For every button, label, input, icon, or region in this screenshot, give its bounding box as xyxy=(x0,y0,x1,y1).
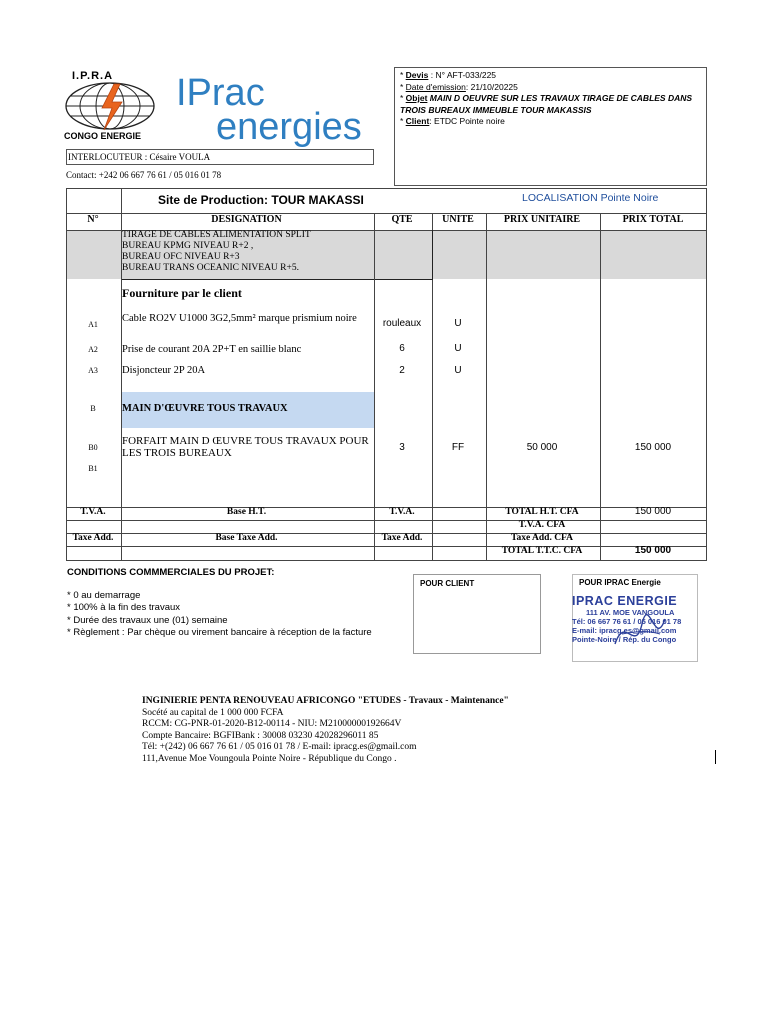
signature-scribble-icon xyxy=(610,604,670,660)
client-signature-box xyxy=(413,574,541,654)
contact-field: Contact: +242 06 667 76 61 / 05 016 01 78 xyxy=(66,170,222,180)
condition-item: * Durée des travaux une (01) semaine xyxy=(67,614,228,626)
date-label: Date d'emission xyxy=(405,81,466,92)
date-line: * Date d'emission: 21/10/20225 xyxy=(400,81,518,92)
stamp-city: Pointe-Noire / Rép. du Congo xyxy=(572,635,677,644)
header-designation: DESIGNATION xyxy=(211,214,282,225)
base-taxe-add-label: Base Taxe Add. xyxy=(215,533,278,543)
conditions-block xyxy=(67,567,372,640)
header-prix-total: PRIX TOTAL xyxy=(622,214,684,225)
row-unite: U xyxy=(454,318,462,329)
taxe-add-label: Taxe Add. xyxy=(72,533,114,543)
interlocuteur-field: INTERLOCUTEUR : Césaire VOULA xyxy=(66,149,374,165)
stamp-address: 111 AV. MOE VANGOULA xyxy=(586,608,675,617)
objet-label: Objet xyxy=(405,93,428,103)
taxe-add-cfa-label: Taxe Add. CFA xyxy=(510,533,574,543)
row-no: B1 xyxy=(88,464,98,473)
intro-block xyxy=(122,230,311,274)
total-ttc-value: 150 000 xyxy=(634,545,672,556)
forfait-designation: FORFAIT MAIN D ŒUVRE TOUS TRAVAUX POUR LES TROIS BUREAUX xyxy=(122,435,369,459)
conditions-title: CONDITIONS COMMMERCIALES DU PROJET: xyxy=(67,567,275,578)
row-no: A3 xyxy=(88,366,98,375)
footer-line: Tél: +(242) 06 667 76 61 / 05 016 01 78 / E-mail: ipracg.es@gmail.com xyxy=(142,742,417,752)
row-qte: 2 xyxy=(399,365,405,376)
logo-subtitle: CONGO ENERGIE xyxy=(64,131,142,141)
row-no: B xyxy=(90,404,96,413)
client-line: * Client: ETDC Pointe noire xyxy=(400,116,505,126)
footer-line: INGINIERIE PENTA RENOUVEAU AFRICONGO "ETUDES - Travaux - Maintenance" xyxy=(142,696,509,706)
intro-line: BUREAU OFC NIVEAU R+3 xyxy=(122,252,240,262)
taxe-add-label-2: Taxe Add. xyxy=(381,533,423,543)
forfait-unite: FF xyxy=(451,442,465,453)
tva-label: T.V.A. xyxy=(80,507,106,517)
date-value: : 21/10/20225 xyxy=(465,81,518,92)
row-designation: Prise de courant 20A 2P+T en saillie blanc xyxy=(122,344,302,355)
footer-line: 111,Avenue Moe Voungoula Pointe Noire - République du Congo . xyxy=(142,753,397,764)
footer-line: Compte Bancaire: BGFIBank : 30008 03230 42028296011 85 xyxy=(142,730,379,741)
header-no: N° xyxy=(87,214,99,225)
forfait-qte: 3 xyxy=(399,442,405,453)
forfait-prix-total: 150 000 xyxy=(634,442,672,453)
row-designation: Cable RO2V U1000 3G2,5mm² marque prismium noire xyxy=(122,313,357,324)
row-no: B0 xyxy=(88,443,98,452)
ipra-logo xyxy=(62,70,172,148)
condition-item: * Règlement : Par chèque ou virement bancaire à réception de la facture xyxy=(67,627,372,638)
tva-label-2: T.V.A. xyxy=(389,507,415,517)
company-footer xyxy=(142,696,509,765)
localisation: LOCALISATION Pointe Noire xyxy=(522,192,659,204)
header-unite: UNITE xyxy=(442,214,474,225)
stamp-title: IPRAC ENERGIE xyxy=(572,594,678,608)
footer-line: Socété au capital de 1 000 000 FCFA xyxy=(142,707,284,718)
base-ht-label: Base H.T. xyxy=(226,507,267,517)
devis-line: * Devis : N° AFT-033/225 xyxy=(400,70,497,80)
intro-line: TIRAGE DE CABLES ALIMENTATION SPLIT xyxy=(122,230,311,240)
intro-line: BUREAU KPMG NIVEAU R+2 , xyxy=(122,241,254,251)
client-label: Client xyxy=(405,116,430,126)
total-ht-label: TOTAL H.T. CFA xyxy=(505,507,579,517)
objet-value: MAIN D OEUVRE SUR LES TRAVAUX TIRAGE DE CABLES DANS TROIS BUREAUX IMMEUBLE TOUR MAKASSIS xyxy=(400,93,693,115)
brand-line-1: IPrac xyxy=(176,72,265,114)
row-no: A1 xyxy=(88,320,98,329)
devis-value: : N° AFT-033/225 xyxy=(430,70,497,80)
objet-line: * Objet MAIN D OEUVRE SUR LES TRAVAUX TIRAGE DE CABLES DANS TROIS BUREAUX IMMEUBLE TOUR MAKASSIS xyxy=(400,93,693,115)
row-unite: U xyxy=(454,365,462,376)
section-main-oeuvre: MAIN D'ŒUVRE TOUS TRAVAUX xyxy=(122,403,288,414)
devis-label: Devis xyxy=(405,70,429,80)
row-no: A2 xyxy=(88,345,98,354)
site-production: Site de Production: TOUR MAKASSI xyxy=(158,193,364,207)
footer-line: RCCM: CG-PNR-01-2020-B12-00114 - NIU: M21000000192664V xyxy=(142,719,402,729)
cursor-mark xyxy=(715,750,716,764)
client-signature-label: POUR CLIENT xyxy=(420,579,475,588)
iprac-signature-label: POUR IPRAC Energie xyxy=(579,578,661,587)
logo-acronym: I.P.R.A xyxy=(72,70,114,82)
header-prix-unitaire: PRIX UNITAIRE xyxy=(503,214,581,225)
total-ht-value: 150 000 xyxy=(634,506,672,517)
row-unite: U xyxy=(454,343,462,354)
row-qte: 6 xyxy=(399,343,405,354)
brand-line-2: energies xyxy=(216,106,362,148)
quote-meta-box xyxy=(394,67,707,186)
stamp-phone: Tél: 06 667 76 61 / 05 016 01 78 xyxy=(572,617,682,626)
tva-cfa-label: T.V.A. CFA xyxy=(518,520,566,530)
client-value: : ETDC Pointe noire xyxy=(429,116,505,126)
row-designation: Disjoncteur 2P 20A xyxy=(122,365,206,376)
row-qte: rouleaux xyxy=(382,318,422,329)
condition-item: * 0 au demarrage xyxy=(67,589,141,601)
total-ttc-label: TOTAL T.T.C. CFA xyxy=(501,546,583,556)
intro-line: BUREAU TRANS OCEANIC NIVEAU R+5. xyxy=(122,263,299,273)
header-qte: QTE xyxy=(391,214,413,225)
stamp-email: E-mail: ipracg.es@gmail.com xyxy=(572,626,677,635)
condition-item: * 100% à la fin des travaux xyxy=(67,602,181,613)
brand-wordmark xyxy=(176,72,386,152)
forfait-prix-unitaire: 50 000 xyxy=(526,442,558,453)
section-fourniture: Fourniture par le client xyxy=(122,286,242,300)
